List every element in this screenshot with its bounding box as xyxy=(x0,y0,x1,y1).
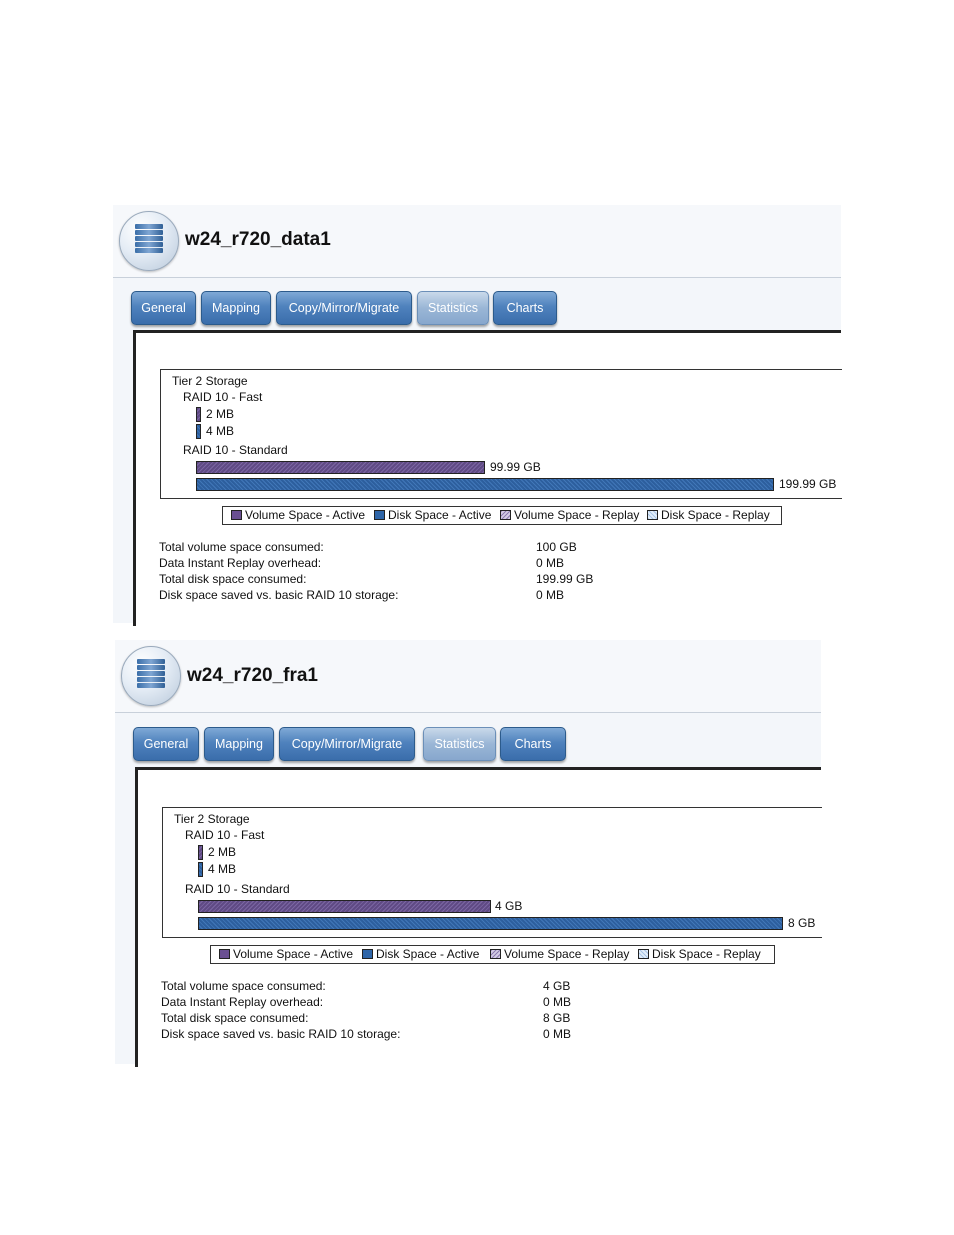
stat-value: 0 MB xyxy=(543,995,572,1009)
legend-swatch-disk-active xyxy=(374,510,385,520)
fast-volume-value: 2 MB xyxy=(206,407,235,421)
legend-disk-replay: Disk Space - Replay xyxy=(652,947,761,961)
stat-label: Data Instant Replay overhead: xyxy=(159,556,322,570)
fast-disk-bar xyxy=(198,862,203,877)
fast-volume-bar xyxy=(198,845,203,860)
fast-volume-bar xyxy=(196,407,201,422)
raid-fast-label: RAID 10 - Fast xyxy=(183,390,263,404)
tab-copy-mirror-migrate[interactable]: Copy/Mirror/Migrate xyxy=(279,727,415,761)
fast-disk-bar xyxy=(196,424,201,439)
legend-swatch-volume-active xyxy=(231,510,242,520)
volume-header xyxy=(113,205,841,278)
raid-standard-label: RAID 10 - Standard xyxy=(185,882,290,896)
stat-value: 8 GB xyxy=(543,1011,571,1025)
raid-fast-label: RAID 10 - Fast xyxy=(185,828,265,842)
volume-stack-icon xyxy=(119,211,179,271)
legend-swatch-volume-active xyxy=(219,949,230,959)
stat-value: 4 GB xyxy=(543,979,571,993)
standard-disk-bar xyxy=(196,478,774,491)
standard-disk-value: 199.99 GB xyxy=(779,477,837,491)
standard-volume-value: 4 GB xyxy=(495,899,523,913)
standard-disk-bar xyxy=(198,917,783,930)
stat-value: 0 MB xyxy=(536,588,565,602)
legend-volume-replay: Volume Space - Replay xyxy=(504,947,630,961)
legend-disk-active: Disk Space - Active xyxy=(376,947,480,961)
stat-label: Disk space saved vs. basic RAID 10 storage: xyxy=(161,1027,401,1041)
tab-charts[interactable]: Charts xyxy=(493,291,557,325)
statistics-content xyxy=(135,767,821,1067)
stat-value: 0 MB xyxy=(536,556,565,570)
standard-volume-value: 99.99 GB xyxy=(490,460,541,474)
tab-bar xyxy=(131,291,841,327)
tab-charts[interactable]: Charts xyxy=(500,727,566,761)
legend-volume-active: Volume Space - Active xyxy=(245,508,366,522)
tab-copy-mirror-migrate[interactable]: Copy/Mirror/Migrate xyxy=(276,291,412,325)
fast-disk-value: 4 MB xyxy=(208,862,237,876)
legend-disk-active: Disk Space - Active xyxy=(388,508,492,522)
stat-label: Data Instant Replay overhead: xyxy=(161,995,324,1009)
tab-statistics[interactable]: Statistics xyxy=(423,727,496,761)
legend xyxy=(222,506,782,525)
raid-standard-label: RAID 10 - Standard xyxy=(183,443,288,457)
legend-swatch-volume-replay xyxy=(490,949,501,959)
legend-volume-active: Volume Space - Active xyxy=(233,947,354,961)
stat-value: 100 GB xyxy=(536,540,577,554)
tab-mapping[interactable]: Mapping xyxy=(204,727,274,761)
statistics-content xyxy=(133,330,841,626)
storage-usage-box xyxy=(162,807,822,938)
volume-header xyxy=(115,640,821,713)
volume-title: w24_r720_data1 xyxy=(185,229,331,250)
tab-statistics[interactable]: Statistics xyxy=(417,291,489,325)
volume-panel-fra1 xyxy=(115,640,821,1064)
fast-disk-value: 4 MB xyxy=(206,424,235,438)
legend-disk-replay: Disk Space - Replay xyxy=(661,508,770,522)
volume-title: w24_r720_fra1 xyxy=(187,665,318,686)
standard-volume-bar xyxy=(198,900,491,913)
legend-volume-replay: Volume Space - Replay xyxy=(514,508,640,522)
legend-swatch-disk-replay xyxy=(638,949,649,959)
tier-label: Tier 2 Storage xyxy=(174,812,250,826)
stat-label: Total disk space consumed: xyxy=(159,572,307,586)
stat-label: Total disk space consumed: xyxy=(161,1011,309,1025)
legend-swatch-volume-replay xyxy=(500,510,511,520)
volume-panel-data1 xyxy=(113,205,841,623)
stat-label: Disk space saved vs. basic RAID 10 storage: xyxy=(159,588,399,602)
stat-value: 199.99 GB xyxy=(536,572,594,586)
stat-label: Total volume space consumed: xyxy=(161,979,326,993)
fast-volume-value: 2 MB xyxy=(208,845,237,859)
standard-volume-bar xyxy=(196,461,485,474)
storage-usage-box xyxy=(160,369,842,499)
tab-general[interactable]: General xyxy=(131,291,196,325)
tier-label: Tier 2 Storage xyxy=(172,374,248,388)
legend-swatch-disk-active xyxy=(362,949,373,959)
tab-bar xyxy=(133,727,821,763)
stat-label: Total volume space consumed: xyxy=(159,540,324,554)
legend xyxy=(210,945,775,964)
stat-value: 0 MB xyxy=(543,1027,572,1041)
standard-disk-value: 8 GB xyxy=(788,916,816,930)
legend-swatch-disk-replay xyxy=(647,510,658,520)
tab-general[interactable]: General xyxy=(133,727,199,761)
volume-stack-icon xyxy=(121,646,181,706)
tab-mapping[interactable]: Mapping xyxy=(201,291,271,325)
